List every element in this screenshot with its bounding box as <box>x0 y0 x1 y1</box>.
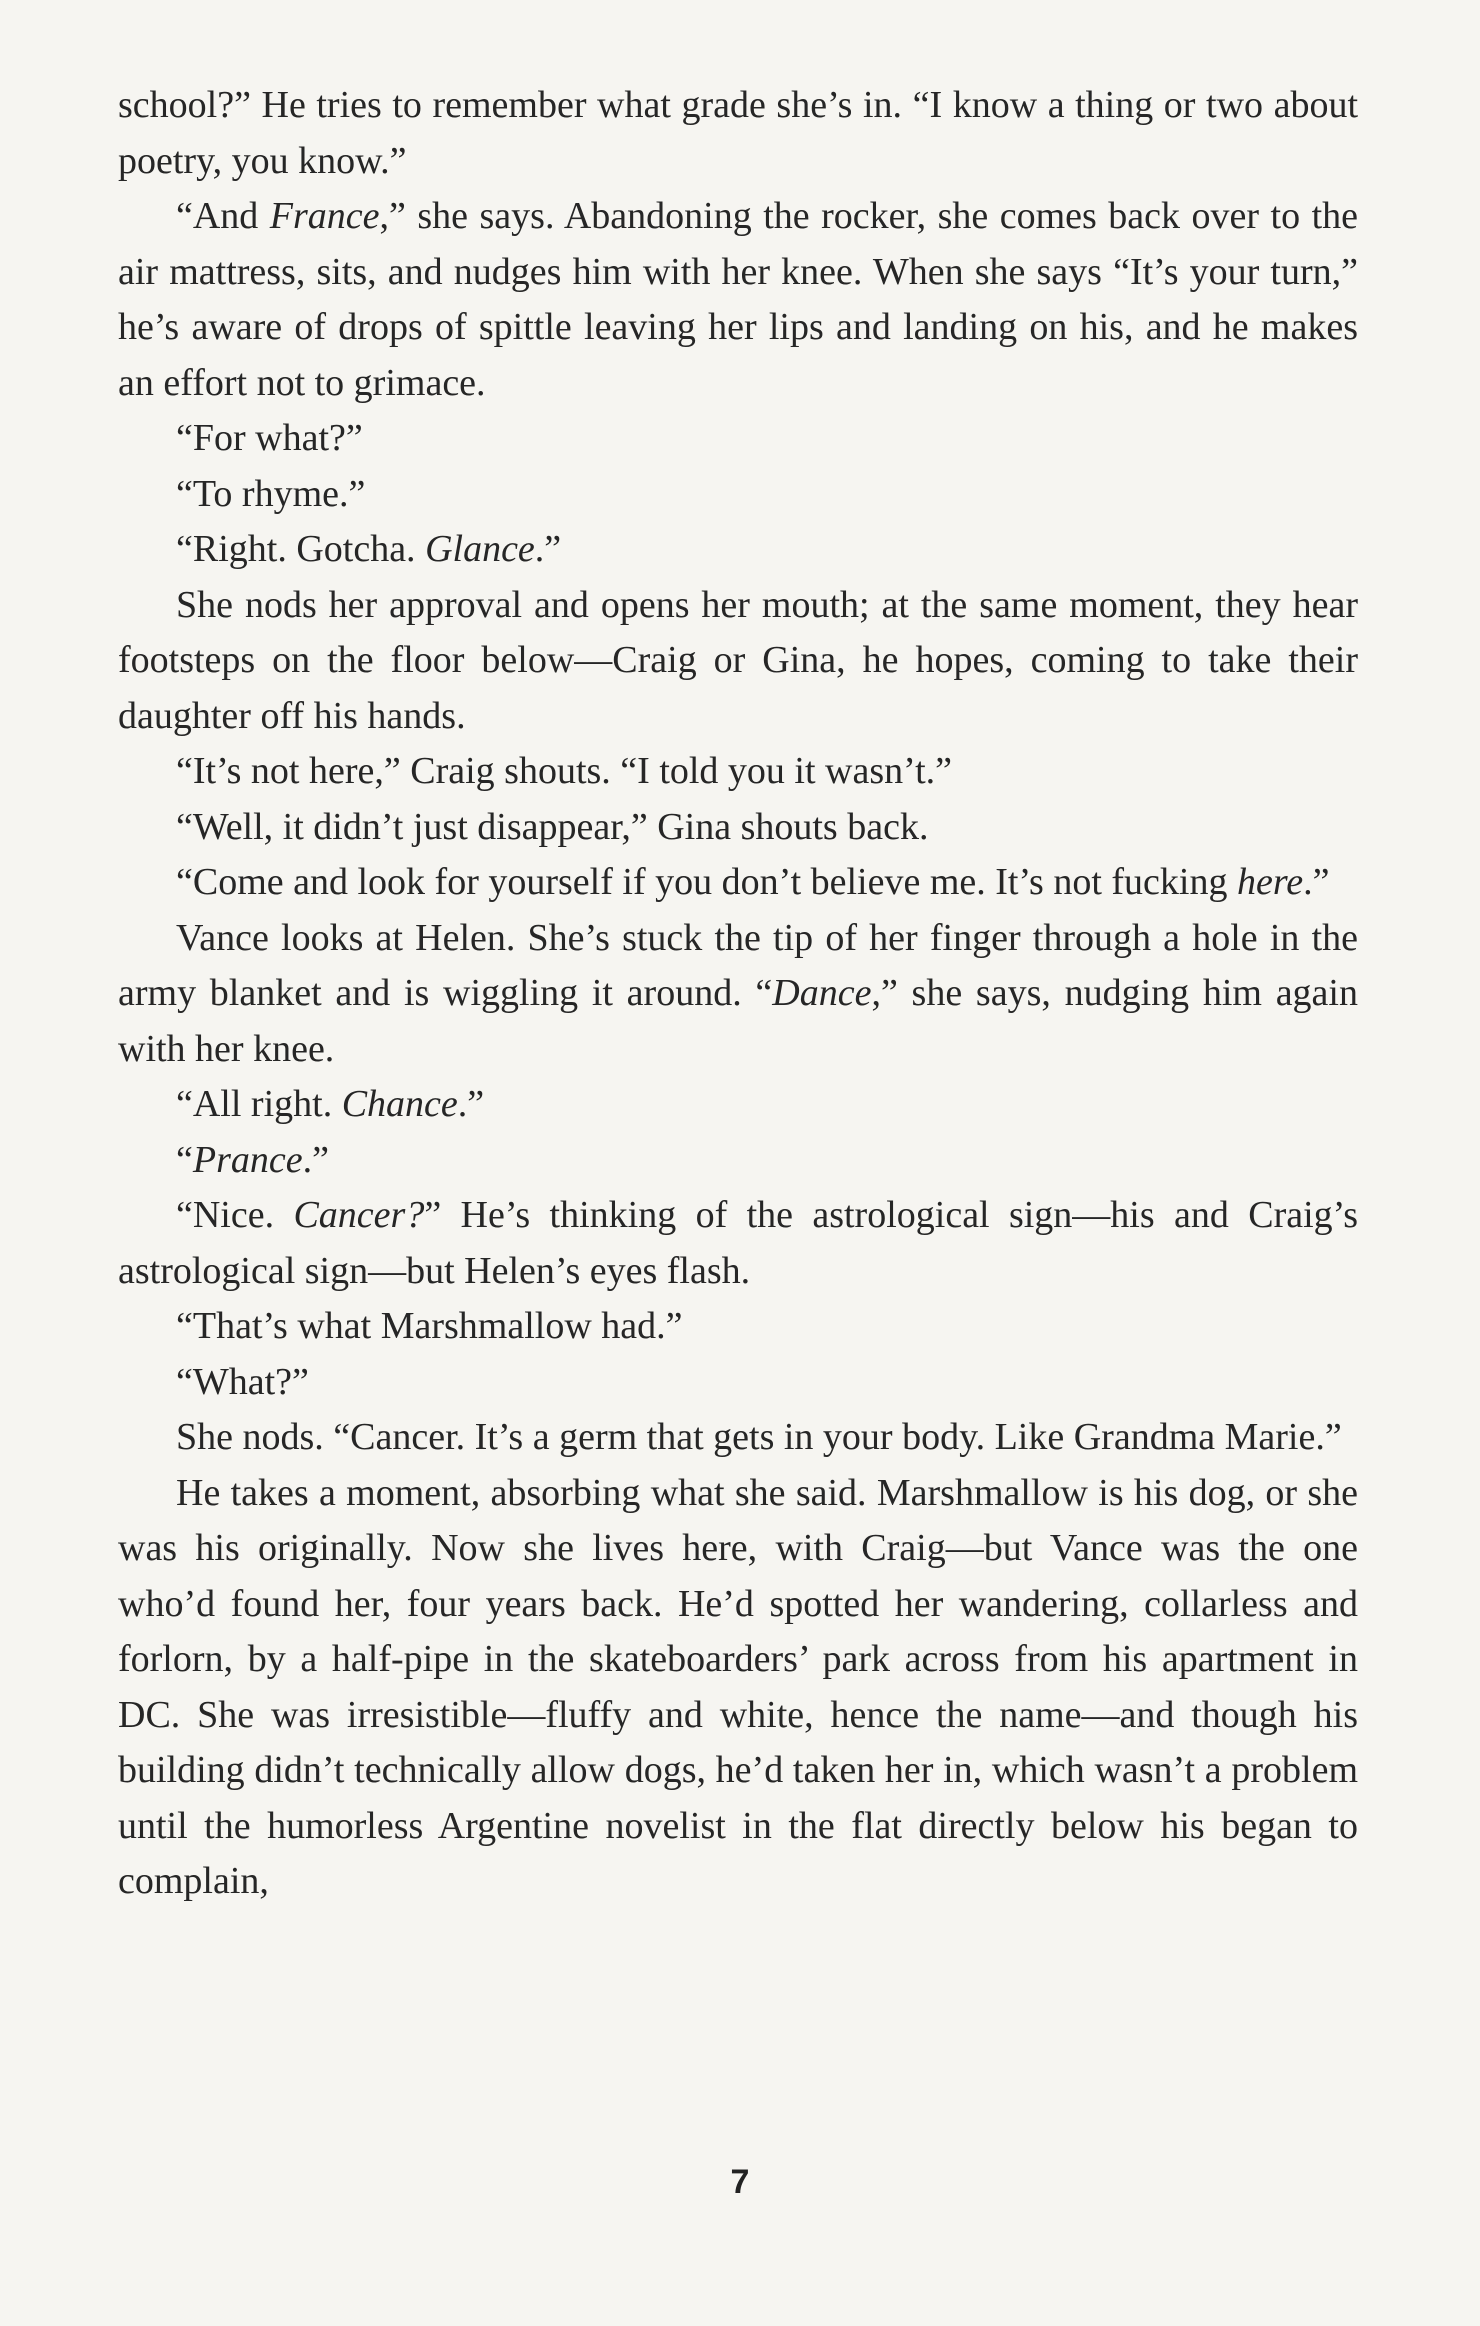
text-span: ” He’s thinking of the astrological sign—his and Craig’s astrological sign—but Helen’s eyes flash. <box>118 1194 1358 1292</box>
italic-text: France <box>269 195 380 237</box>
paragraph <box>118 911 1358 1078</box>
italic-text: Cancer? <box>293 1194 425 1236</box>
text-span: “Come and look for yourself if you don’t believe me. It’s not fucking <box>176 861 1237 903</box>
text-span: ,” she says. Abandoning the rocker, she comes back over to the air mattress, sits, and nudges him with her knee. When she says “It’s your turn,” he’s aware of drops of spittle leaving her lips and landing on his, and he makes an effort not to grimace. <box>118 195 1358 404</box>
page-number: 7 <box>730 2163 750 2201</box>
body-text <box>118 78 1358 1910</box>
text-span: ,” she says, nudging him again with her knee. <box>118 972 1358 1070</box>
text-span: She nods her approval and opens her mouth; at the same moment, they hear footsteps on the floor below—Craig or Gina, he hopes, coming to take their daughter off his hands. <box>118 583 1358 737</box>
text-span: .” <box>1303 861 1330 903</box>
text-span: He takes a moment, absorbing what she said. Marshmallow is his dog, or she was his originally. Now she lives here, with Craig—but Vance was the one who’d found her, four years back. He’d spotted her wandering, collarless and forlorn, by a half-pipe in the skateboarders’ park across from his apartment in DC. She was irresistible—fluffy and white, hence the name—and though his building didn’t technically allow dogs, he’d taken her in, which wasn’t a problem until the humorless Argentine novelist in the flat directly below his began to complain, <box>118 1471 1358 1902</box>
paragraph <box>118 1188 1358 1299</box>
paragraph <box>118 855 1358 911</box>
text-span: .” <box>534 528 562 570</box>
text-span: “Well, it didn’t just disappear,” Gina shouts back. <box>176 805 929 848</box>
text-span: .” <box>302 1138 329 1181</box>
paragraph <box>118 1466 1358 1910</box>
paragraph <box>118 522 1358 578</box>
paragraph <box>118 411 1358 467</box>
text-span: “To rhyme.” <box>176 472 366 515</box>
italic-text: Chance <box>341 1083 458 1125</box>
text-span: .” <box>457 1083 485 1125</box>
text-span: “For what?” <box>176 417 363 459</box>
text-span: “It’s not here,” Craig shouts. “I told you it wasn’t.” <box>176 750 953 792</box>
text-span: “ <box>176 1138 193 1181</box>
text-span: “That’s what Marshmallow had.” <box>176 1305 683 1347</box>
text-span: “All right. <box>176 1083 342 1125</box>
paragraph <box>118 1355 1358 1411</box>
paragraph <box>118 800 1358 856</box>
italic-text: Glance <box>425 528 535 570</box>
italic-text: Dance <box>772 972 872 1014</box>
paragraph <box>118 1077 1358 1133</box>
text-span: “What?” <box>176 1360 309 1403</box>
text-span: “Right. Gotcha. <box>176 528 426 570</box>
italic-text: Prance <box>192 1138 303 1181</box>
text-span: school?” He tries to remember what grade she’s in. “I know a thing or two about poetry, you know.” <box>118 84 1358 182</box>
paragraph <box>118 1410 1358 1466</box>
paragraph <box>118 1133 1358 1189</box>
paragraph <box>118 189 1358 411</box>
text-span: She nods. “Cancer. It’s a germ that gets in your body. Like Grandma Marie.” <box>176 1416 1342 1458</box>
paragraph <box>118 578 1358 745</box>
paragraph <box>118 1299 1358 1355</box>
text-span: “And <box>176 195 270 237</box>
text-span: Vance looks at Helen. She’s stuck the tip of her finger through a hole in the army blanket and is wiggling it around. “ <box>118 916 1358 1014</box>
paragraph <box>118 744 1358 800</box>
italic-text: here <box>1236 861 1304 903</box>
paragraph <box>118 467 1358 523</box>
text-span: “Nice. <box>176 1194 294 1236</box>
paragraph <box>118 78 1358 189</box>
